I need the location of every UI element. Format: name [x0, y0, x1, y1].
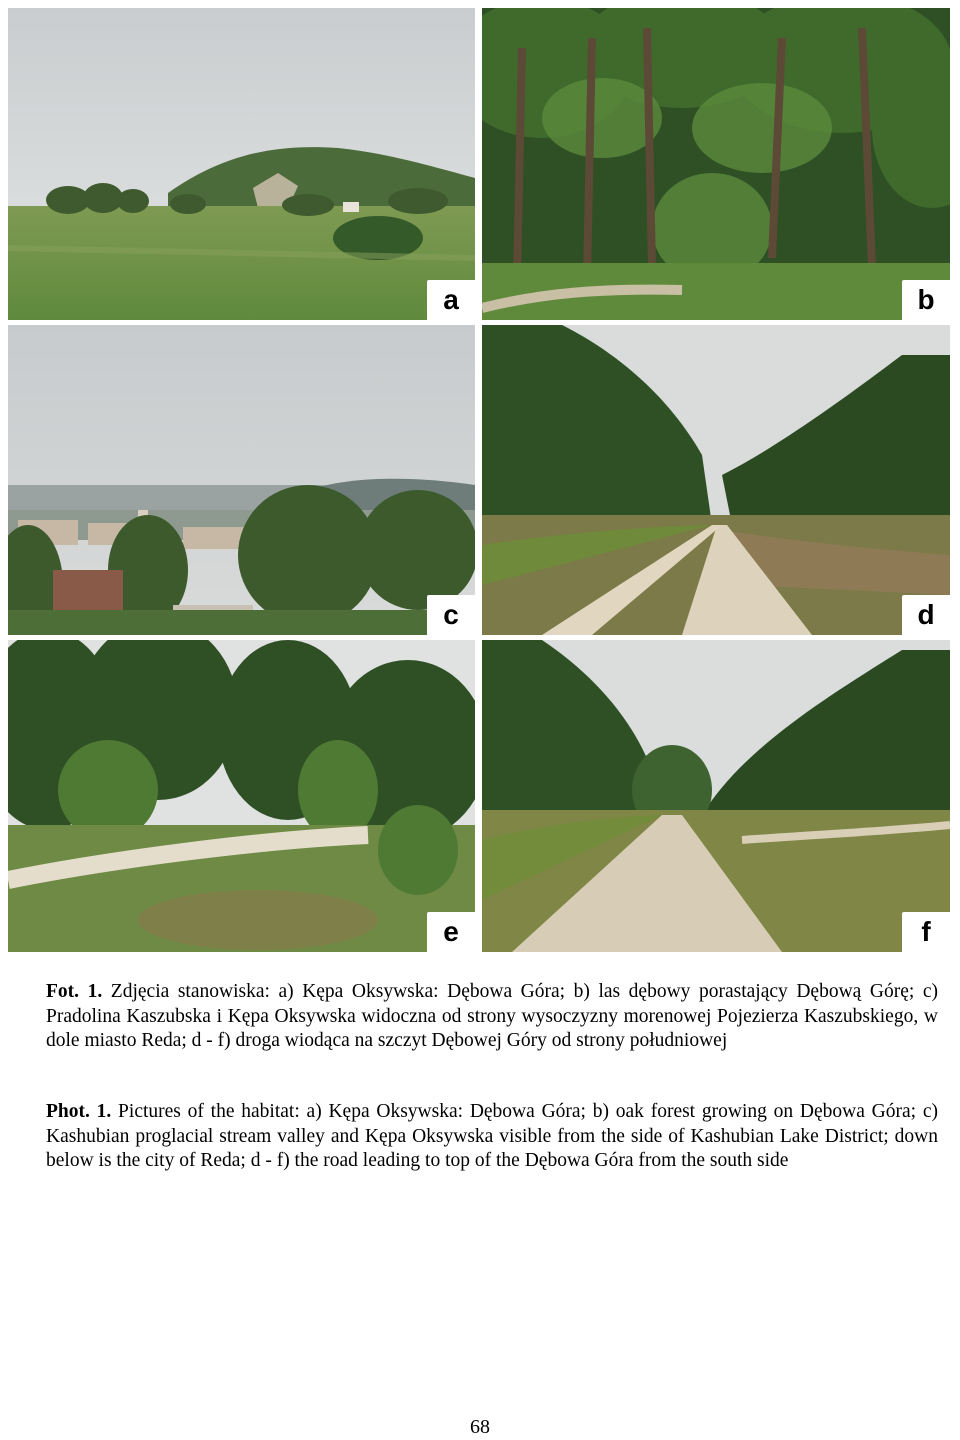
- photo-a-image: [8, 8, 475, 320]
- photo-b-image: [482, 8, 950, 320]
- caption-english: [46, 1100, 938, 1174]
- photo-label: e: [427, 912, 475, 952]
- photo-f: [482, 640, 950, 952]
- photo-label: c: [427, 595, 475, 635]
- caption-polish-text: Zdjęcia stanowiska: a) Kępa Oksywska: Dębowa Góra; b) las dębowy porastający Dębową Górę; c) Pradolina Kaszubska i Kępa Oksywska widoczna od strony wysoczyzny morenowej Pojezierza Kaszubskiego, w dole miasto Reda; d - f) droga wiodąca na szczyt Dębowej Góry od strony południowej: [46, 981, 938, 1051]
- photo-d-image: [482, 325, 950, 635]
- caption-polish: [46, 980, 938, 1054]
- photo-d: [482, 325, 950, 635]
- photo-a: [8, 8, 475, 320]
- photo-c: [8, 325, 475, 635]
- page-number: 68: [470, 1416, 490, 1438]
- photo-b: [482, 8, 950, 320]
- photo-label: a: [427, 280, 475, 320]
- photo-label: b: [902, 280, 950, 320]
- caption-polish-lead: Fot. 1.: [46, 981, 103, 1002]
- photo-c-image: [8, 325, 475, 635]
- photo-label: f: [902, 912, 950, 952]
- caption-english-text: Pictures of the habitat: a) Kępa Oksywska: Dębowa Góra; b) oak forest growing on Dębowa Góra; c) Kashubian proglacial stream valley and Kępa Oksywska visible from the side of Kashubian Lake District; down below is the city of Reda; d - f) the road leading to top of the Dębowa Góra from the south side: [46, 1101, 939, 1171]
- photo-label: d: [902, 595, 950, 635]
- photo-e: [8, 640, 475, 952]
- photo-e-image: [8, 640, 475, 952]
- photo-f-image: [482, 640, 950, 952]
- caption-english-lead: Phot. 1.: [46, 1101, 112, 1122]
